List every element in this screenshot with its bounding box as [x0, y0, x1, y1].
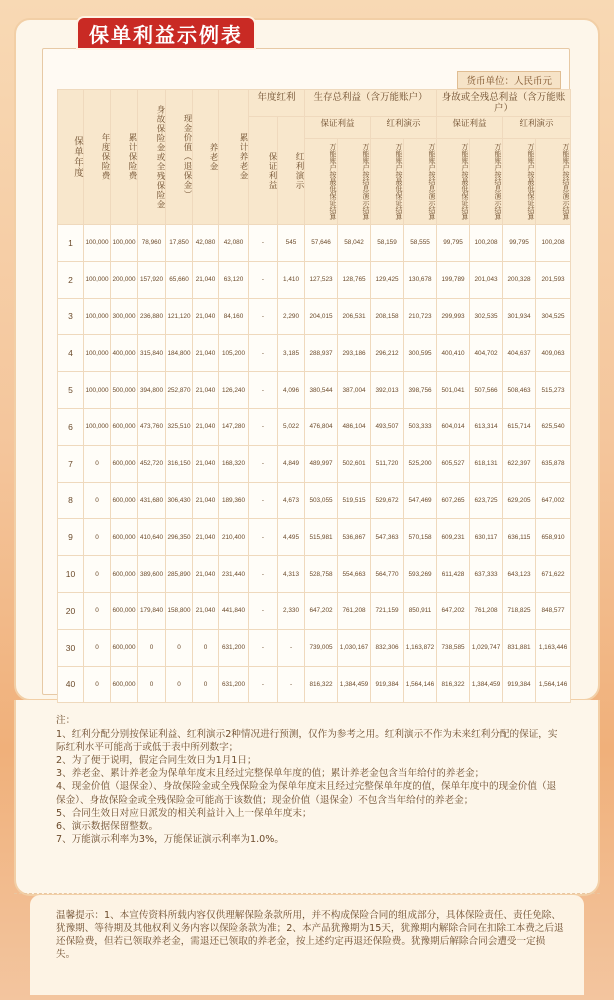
- table-cell: 503,333: [404, 408, 437, 445]
- table-cell: 536,867: [338, 519, 371, 556]
- col-cash-value: 现金价值（退保金）: [166, 90, 193, 225]
- table-cell: 600,000: [111, 519, 138, 556]
- table-row: [58, 666, 571, 703]
- table-row: [58, 445, 571, 482]
- death-guaranteed: 保证利益: [437, 117, 503, 139]
- table-cell: 4,849: [278, 445, 305, 482]
- benefit-table: [57, 89, 571, 703]
- table-cell: 184,800: [166, 335, 193, 372]
- table-cell: 831,881: [503, 629, 536, 666]
- table-cell: -: [278, 666, 305, 703]
- sub-low: 万能账户按最低保证结算: [437, 139, 470, 225]
- table-cell: 600,000: [111, 408, 138, 445]
- table-cell: 126,240: [219, 372, 249, 409]
- table-cell: 410,640: [138, 519, 166, 556]
- table-cell: 1,564,146: [536, 666, 571, 703]
- table-cell: 600,000: [111, 556, 138, 593]
- table-cell: 21,040: [193, 482, 219, 519]
- table-cell: 489,997: [305, 445, 338, 482]
- table-cell: 394,800: [138, 372, 166, 409]
- table-cell: 158,800: [166, 592, 193, 629]
- sub-demo: 万能账户按结息演示结算: [338, 139, 371, 225]
- table-cell: 564,770: [371, 556, 404, 593]
- table-cell: 739,005: [305, 629, 338, 666]
- table-cell: -: [249, 482, 278, 519]
- table-cell: 622,397: [503, 445, 536, 482]
- table-cell: 502,601: [338, 445, 371, 482]
- note-item: 2、为了便于说明，假定合同生效日为1月1日；: [56, 755, 257, 767]
- table-cell: 452,720: [138, 445, 166, 482]
- table-cell: 0: [193, 666, 219, 703]
- note-item: 5、合同生效日对应日派发的相关利益计入上一保单年度末；: [56, 807, 312, 819]
- note-item: 3、养老金、累计养老金为保单年度末且经过完整保单年度的值；累计养老金包含当年给付的养老金；: [56, 768, 485, 780]
- table-cell: 630,117: [470, 519, 503, 556]
- table-cell: 189,360: [219, 482, 249, 519]
- table-cell: 600,000: [111, 629, 138, 666]
- table-cell: 4,495: [278, 519, 305, 556]
- table-cell: 503,055: [305, 482, 338, 519]
- table-cell: 4,673: [278, 482, 305, 519]
- table-cell: 658,910: [536, 519, 571, 556]
- col-bonus-guaranteed: 保证利益: [249, 117, 278, 225]
- table-cell: 2,290: [278, 298, 305, 335]
- table-cell: 529,672: [371, 482, 404, 519]
- table-cell: 1,384,459: [470, 666, 503, 703]
- table-cell: -: [249, 445, 278, 482]
- table-cell: 1,029,747: [470, 629, 503, 666]
- table-cell: 647,002: [536, 482, 571, 519]
- table-cell: 84,160: [219, 298, 249, 335]
- table-cell: 500,000: [111, 372, 138, 409]
- table-cell: 718,825: [503, 592, 536, 629]
- col-annual-bonus: 年度红利: [249, 90, 305, 117]
- table-cell: 21,040: [193, 408, 219, 445]
- table-cell: -: [249, 629, 278, 666]
- table-cell: 618,131: [470, 445, 503, 482]
- col-annual-premium: 年度保险费: [84, 90, 111, 225]
- table-cell: 637,333: [470, 556, 503, 593]
- table-cell: 236,880: [138, 298, 166, 335]
- table-cell: 21,040: [193, 592, 219, 629]
- table-row: [58, 298, 571, 335]
- table-cell: 21,040: [193, 445, 219, 482]
- table-cell: 4,313: [278, 556, 305, 593]
- col-annuity: 养老金: [193, 90, 219, 225]
- table-cell: 293,186: [338, 335, 371, 372]
- table-cell: 511,720: [371, 445, 404, 482]
- table-cell: 300,000: [111, 298, 138, 335]
- table-cell: 476,804: [305, 408, 338, 445]
- notes-section: [56, 714, 564, 846]
- table-row: [58, 482, 571, 519]
- table-cell: 398,756: [404, 372, 437, 409]
- table-cell: 100,000: [84, 261, 111, 298]
- table-cell: 636,115: [503, 519, 536, 556]
- table-cell: 605,527: [437, 445, 470, 482]
- table-cell: 761,208: [338, 592, 371, 629]
- table-cell: 1,384,459: [338, 666, 371, 703]
- table-cell: 325,510: [166, 408, 193, 445]
- table-cell: 380,544: [305, 372, 338, 409]
- col-survival-total: 生存总利益（含万能账户）: [305, 90, 437, 117]
- table-cell: 316,150: [166, 445, 193, 482]
- table-cell: 179,840: [138, 592, 166, 629]
- table-cell: 1,163,446: [536, 629, 571, 666]
- page-title: 保单利益示例表: [76, 16, 256, 50]
- table-cell: -: [249, 372, 278, 409]
- table-cell: -: [249, 225, 278, 262]
- table-cell: 199,789: [437, 261, 470, 298]
- table-cell: 486,104: [338, 408, 371, 445]
- survival-bonus-demo: 红利演示: [371, 117, 437, 139]
- year-cell: 2: [58, 261, 84, 298]
- table-cell: 42,080: [193, 225, 219, 262]
- table-cell: 100,000: [111, 225, 138, 262]
- year-cell: 8: [58, 482, 84, 519]
- table-cell: 400,410: [437, 335, 470, 372]
- table-cell: 127,523: [305, 261, 338, 298]
- table-cell: -: [249, 335, 278, 372]
- table-cell: 473,760: [138, 408, 166, 445]
- table-cell: 3,185: [278, 335, 305, 372]
- sub-demo: 万能账户按结息演示结算: [470, 139, 503, 225]
- table-cell: 296,212: [371, 335, 404, 372]
- table-cell: 850,911: [404, 592, 437, 629]
- table-cell: 302,535: [470, 298, 503, 335]
- table-cell: 431,680: [138, 482, 166, 519]
- table-cell: 1,564,146: [404, 666, 437, 703]
- table-cell: -: [249, 666, 278, 703]
- table-cell: 63,120: [219, 261, 249, 298]
- table-cell: 0: [84, 592, 111, 629]
- table-cell: 593,269: [404, 556, 437, 593]
- col-year: 保单年度: [58, 90, 84, 225]
- section-divider: [14, 893, 600, 894]
- table-cell: -: [249, 261, 278, 298]
- table-cell: 2,330: [278, 592, 305, 629]
- table-cell: 201,043: [470, 261, 503, 298]
- table-row: [58, 372, 571, 409]
- table-cell: 404,637: [503, 335, 536, 372]
- table-cell: 128,765: [338, 261, 371, 298]
- table-cell: 296,350: [166, 519, 193, 556]
- table-cell: 21,040: [193, 298, 219, 335]
- year-cell: 1: [58, 225, 84, 262]
- table-cell: 100,208: [470, 225, 503, 262]
- table-cell: 0: [84, 629, 111, 666]
- table-cell: 515,273: [536, 372, 571, 409]
- table-cell: 21,040: [193, 335, 219, 372]
- table-container: [42, 48, 570, 695]
- col-cum-premium: 累计保险费: [111, 90, 138, 225]
- table-cell: 919,384: [503, 666, 536, 703]
- table-cell: 1,163,872: [404, 629, 437, 666]
- table-cell: 609,231: [437, 519, 470, 556]
- table-cell: 623,725: [470, 482, 503, 519]
- table-cell: -: [249, 519, 278, 556]
- table-cell: 21,040: [193, 372, 219, 409]
- table-cell: 100,000: [84, 335, 111, 372]
- table-cell: 0: [84, 519, 111, 556]
- table-cell: 647,202: [305, 592, 338, 629]
- table-cell: 493,507: [371, 408, 404, 445]
- table-row: [58, 556, 571, 593]
- table-cell: 4,096: [278, 372, 305, 409]
- table-cell: 508,463: [503, 372, 536, 409]
- note-item: 6、演示数据保留整数。: [56, 820, 159, 832]
- table-row: [58, 335, 571, 372]
- table-cell: 231,440: [219, 556, 249, 593]
- table-cell: 99,795: [503, 225, 536, 262]
- death-bonus-demo: 红利演示: [503, 117, 571, 139]
- table-cell: 0: [84, 482, 111, 519]
- table-row: [58, 225, 571, 262]
- table-cell: 0: [138, 629, 166, 666]
- table-cell: 547,363: [371, 519, 404, 556]
- col-death-benefit: 身故保险金或全残保险金: [138, 90, 166, 225]
- table-cell: 252,870: [166, 372, 193, 409]
- table-cell: 5,022: [278, 408, 305, 445]
- table-cell: 100,000: [84, 225, 111, 262]
- col-bonus-demo: 红利演示: [278, 117, 305, 225]
- sub-low: 万能账户按最低保证结算: [305, 139, 338, 225]
- table-cell: 409,063: [536, 335, 571, 372]
- table-cell: 629,205: [503, 482, 536, 519]
- table-cell: 288,937: [305, 335, 338, 372]
- table-cell: 643,123: [503, 556, 536, 593]
- table-cell: 501,041: [437, 372, 470, 409]
- table-cell: 615,714: [503, 408, 536, 445]
- table-cell: 545: [278, 225, 305, 262]
- table-cell: 300,595: [404, 335, 437, 372]
- table-row: [58, 408, 571, 445]
- table-cell: 389,600: [138, 556, 166, 593]
- table-cell: 600,000: [111, 445, 138, 482]
- table-cell: 816,322: [437, 666, 470, 703]
- table-cell: 404,702: [470, 335, 503, 372]
- table-cell: 392,013: [371, 372, 404, 409]
- table-cell: 129,425: [371, 261, 404, 298]
- table-cell: -: [249, 592, 278, 629]
- table-row: [58, 519, 571, 556]
- table-cell: 507,566: [470, 372, 503, 409]
- year-cell: 10: [58, 556, 84, 593]
- table-cell: 78,960: [138, 225, 166, 262]
- year-cell: 9: [58, 519, 84, 556]
- table-cell: 525,200: [404, 445, 437, 482]
- col-cum-annuity: 累计养老金: [219, 90, 249, 225]
- year-cell: 5: [58, 372, 84, 409]
- table-cell: 600,000: [111, 592, 138, 629]
- table-cell: 387,004: [338, 372, 371, 409]
- year-cell: 3: [58, 298, 84, 335]
- table-cell: 832,306: [371, 629, 404, 666]
- table-cell: 57,646: [305, 225, 338, 262]
- table-cell: 547,469: [404, 482, 437, 519]
- table-cell: 570,158: [404, 519, 437, 556]
- table-row: [58, 592, 571, 629]
- table-cell: 647,202: [437, 592, 470, 629]
- table-body: [58, 225, 571, 703]
- table-cell: 21,040: [193, 261, 219, 298]
- table-cell: 299,993: [437, 298, 470, 335]
- table-cell: 58,159: [371, 225, 404, 262]
- table-cell: 0: [166, 666, 193, 703]
- table-cell: -: [278, 629, 305, 666]
- notes-heading: 注：: [56, 715, 76, 726]
- table-cell: 306,430: [166, 482, 193, 519]
- table-cell: 157,920: [138, 261, 166, 298]
- table-cell: 100,000: [84, 298, 111, 335]
- table-cell: 671,622: [536, 556, 571, 593]
- year-cell: 7: [58, 445, 84, 482]
- table-cell: 100,000: [84, 372, 111, 409]
- table-cell: 0: [84, 556, 111, 593]
- table-cell: 519,515: [338, 482, 371, 519]
- table-cell: 761,208: [470, 592, 503, 629]
- table-cell: 0: [166, 629, 193, 666]
- sub-low: 万能账户按最低保证结算: [371, 139, 404, 225]
- table-cell: 100,208: [536, 225, 571, 262]
- currency-label: 货币单位：人民币元: [457, 71, 561, 89]
- year-cell: 4: [58, 335, 84, 372]
- note-item: 7、万能演示利率为3%，万能保证演示利率为1.0%。: [56, 833, 284, 845]
- table-cell: 625,540: [536, 408, 571, 445]
- table-cell: 600,000: [111, 666, 138, 703]
- sub-demo: 万能账户按结息演示结算: [404, 139, 437, 225]
- table-cell: 919,384: [371, 666, 404, 703]
- table-cell: 301,934: [503, 298, 536, 335]
- table-row: [58, 629, 571, 666]
- table-cell: 0: [84, 666, 111, 703]
- table-cell: 315,840: [138, 335, 166, 372]
- table-cell: -: [249, 556, 278, 593]
- table-cell: 201,593: [536, 261, 571, 298]
- table-cell: 200,328: [503, 261, 536, 298]
- sub-demo: 万能账户按结息演示结算: [536, 139, 571, 225]
- note-item: 1、红利分配分别按保证利益、红利演示2种情况进行预测，仅作为参考之用。红利演示不作为未来红利分配的保证，实际红利水平可能高于或低于表中所列数字；: [56, 729, 558, 754]
- table-cell: 738,585: [437, 629, 470, 666]
- table-cell: 0: [138, 666, 166, 703]
- table-cell: 1,410: [278, 261, 305, 298]
- warm-tip: 温馨提示：1、本宣传资料所载内容仅供理解保险条款所用，并不构成保险合同的组成部分，具体保险责任、责任免除、犹豫期、等待期及其他权利义务内容以保险条款为准；2、本产品犹豫期为15天，犹豫期内解除合同在扣除工本费之后退还保险费，但若已领取养老金，需退还已领取的养老金，按上述约定再退还保险费。犹豫期后解除合同会遭受一定损失。: [56, 910, 564, 961]
- table-cell: 121,120: [166, 298, 193, 335]
- table-cell: 631,200: [219, 629, 249, 666]
- table-cell: 604,014: [437, 408, 470, 445]
- table-cell: 130,678: [404, 261, 437, 298]
- table-cell: 721,159: [371, 592, 404, 629]
- table-cell: 600,000: [111, 482, 138, 519]
- table-cell: 611,428: [437, 556, 470, 593]
- year-cell: 40: [58, 666, 84, 703]
- table-cell: 285,890: [166, 556, 193, 593]
- col-death-total: 身故或全残总利益（含万能账户）: [437, 90, 571, 117]
- table-cell: 208,158: [371, 298, 404, 335]
- table-cell: 0: [84, 445, 111, 482]
- table-cell: 147,280: [219, 408, 249, 445]
- table-cell: 848,577: [536, 592, 571, 629]
- table-cell: 200,000: [111, 261, 138, 298]
- table-cell: 21,040: [193, 556, 219, 593]
- table-cell: 400,000: [111, 335, 138, 372]
- year-cell: 6: [58, 408, 84, 445]
- table-cell: 210,723: [404, 298, 437, 335]
- note-item: 4、现金价值（退保金）、身故保险金或全残保险金为保单年度末且经过完整保单年度的值，保单年度中的现金价值（退保金）、身故保险金或全残保险金可能高于该数值；现金价值（退保金）不包含当年给付的养老金；: [56, 781, 557, 806]
- table-cell: 0: [193, 629, 219, 666]
- table-cell: 631,200: [219, 666, 249, 703]
- table-cell: 441,840: [219, 592, 249, 629]
- table-cell: -: [249, 298, 278, 335]
- table-cell: 58,042: [338, 225, 371, 262]
- table-cell: -: [249, 408, 278, 445]
- table-cell: 21,040: [193, 519, 219, 556]
- table-cell: 613,314: [470, 408, 503, 445]
- year-cell: 30: [58, 629, 84, 666]
- table-cell: 42,080: [219, 225, 249, 262]
- table-cell: 58,555: [404, 225, 437, 262]
- survival-guaranteed: 保证利益: [305, 117, 371, 139]
- table-cell: 304,525: [536, 298, 571, 335]
- table-cell: 528,758: [305, 556, 338, 593]
- table-cell: 168,320: [219, 445, 249, 482]
- table-cell: 206,531: [338, 298, 371, 335]
- table-cell: 1,030,167: [338, 629, 371, 666]
- table-cell: 100,000: [84, 408, 111, 445]
- year-cell: 20: [58, 592, 84, 629]
- sub-low: 万能账户按最低保证结算: [503, 139, 536, 225]
- table-cell: 210,400: [219, 519, 249, 556]
- table-row: [58, 261, 571, 298]
- table-cell: 607,265: [437, 482, 470, 519]
- table-cell: 515,981: [305, 519, 338, 556]
- table-cell: 105,200: [219, 335, 249, 372]
- table-cell: 17,850: [166, 225, 193, 262]
- table-cell: 99,795: [437, 225, 470, 262]
- table-cell: 554,663: [338, 556, 371, 593]
- table-cell: 65,660: [166, 261, 193, 298]
- table-cell: 204,015: [305, 298, 338, 335]
- table-cell: 816,322: [305, 666, 338, 703]
- table-cell: 635,878: [536, 445, 571, 482]
